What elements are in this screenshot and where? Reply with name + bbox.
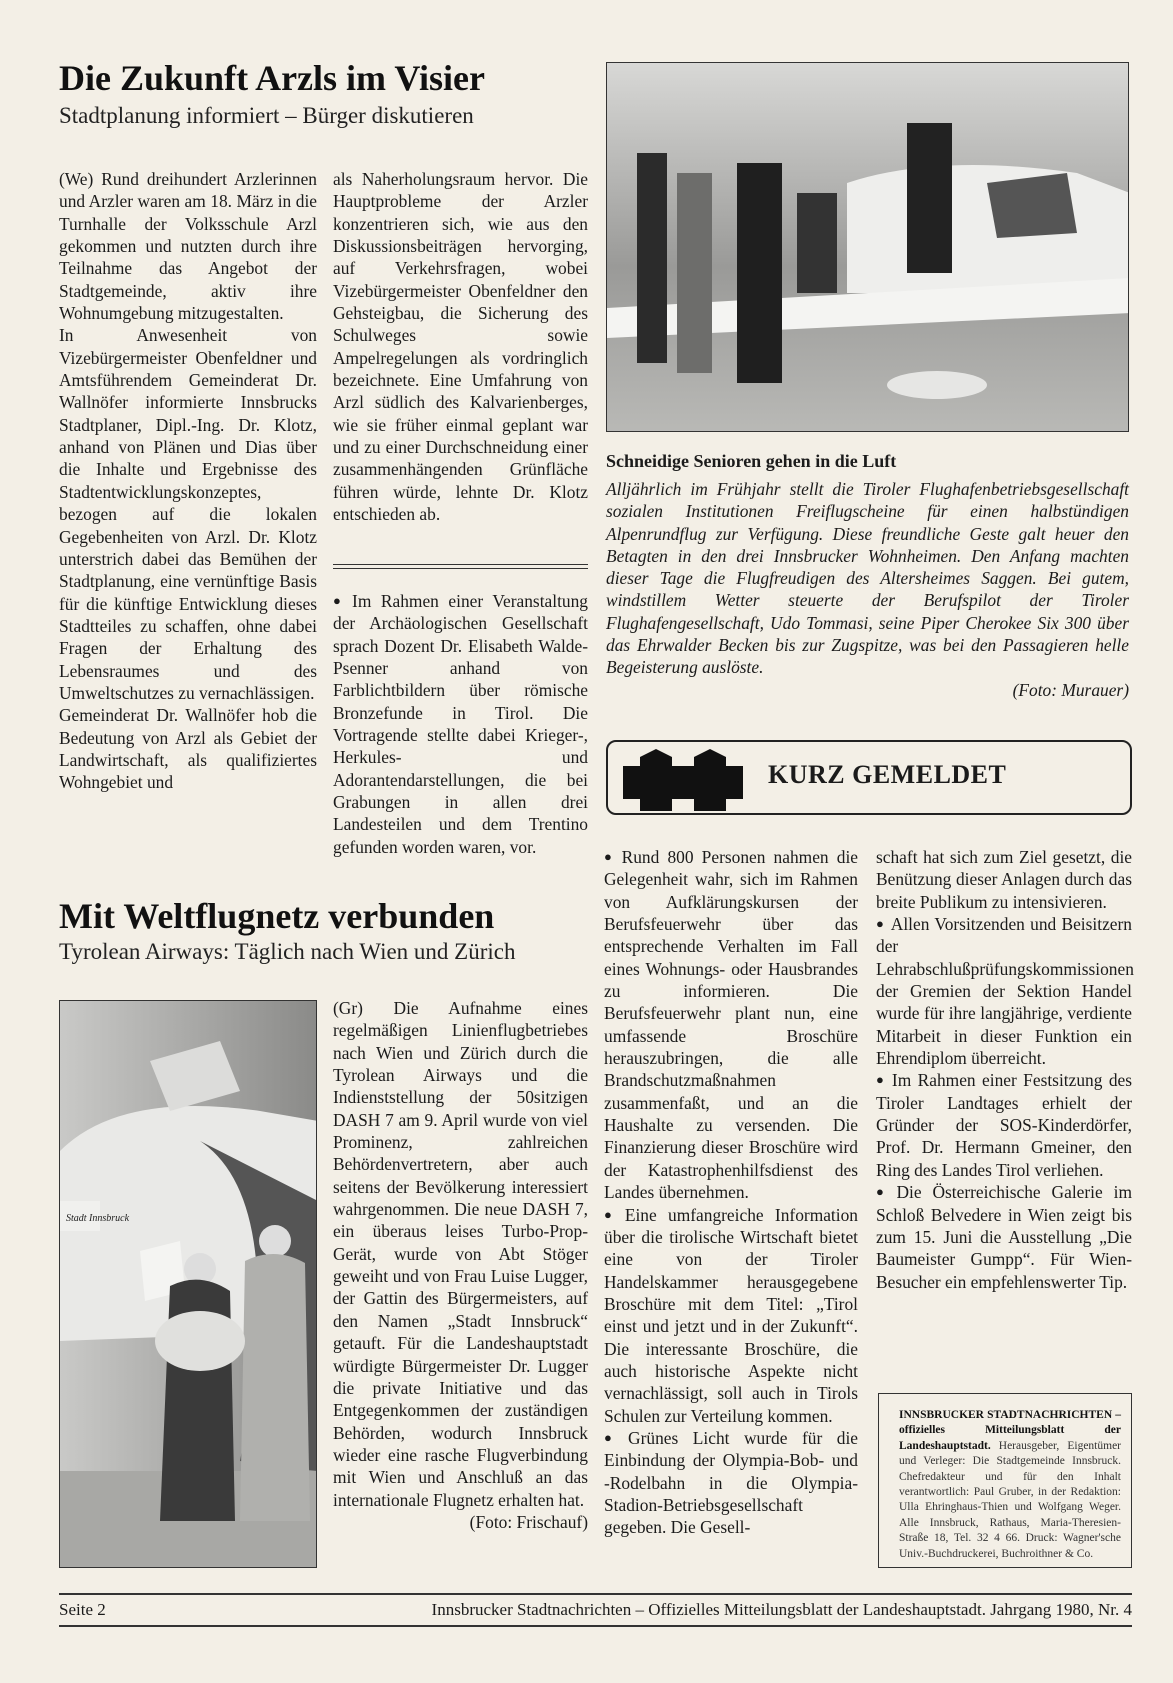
imprint-text: Herausgeber, Eigentümer und Verleger: Die Stadtgemeinde Innsbruck. Chefredakteur und für den Inhalt verantwortlich: Paul Gruber, in der Redaktion: Ulla Ehringhaus-Thien und Wolfgang Weger. Alle Innsbruck, Rathaus, Maria-Theresien-Straße 18, Tel. 32 4 66. Druck: Wagner'sche Univ.-Buchdruckerei, Buchroithner & Co. [899, 1439, 1121, 1560]
brief-item: ● Im Rahmen einer Festsitzung des Tiroler Landtages erhielt der Gründer der SOS-Kinderdörfer, Prof. Dr. Hermann Gmeiner, den Ring des Landes Tirol verliehen. [876, 1069, 1132, 1181]
footer-rule-bottom [59, 1625, 1132, 1627]
article-column-1 [59, 168, 317, 794]
kurz-column-2 [876, 846, 1132, 1293]
photo-sign-text: Stadt Innsbruck [66, 1213, 130, 1224]
publication-line: Innsbrucker Stadtnachrichten – Offizielles Mitteilungsblatt der Landeshauptstadt. Jahrgang 1980, Nr. 4 [431, 1600, 1132, 1619]
article2-column [333, 997, 588, 1533]
houses-logo-icon [623, 749, 743, 811]
paragraph: ● Im Rahmen einer Veranstaltung der Archäologischen Gesellschaft sprach Dozent Dr. Elisabeth Walde-Psenner anhand von Farblichtbildern über römische Bronzefunde in Tirol. Die Vortragende stellte dabei Krieger-, Herkules- und Adorantendarstellungen, die bei Grabungen in allen drei Landesteilen und dem Trentino gefunden worden waren, vor. [333, 590, 588, 858]
article-subtitle: Tyrolean Airways: Täglich nach Wien und Zürich [59, 939, 516, 964]
section-divider [333, 564, 588, 569]
airplane-seniors-photo [606, 62, 1129, 432]
paragraph: (We) Rund dreihundert Arzlerinnen und Arzler waren am 18. März in die Turnhalle der Volksschule Arzl gekommen und nutzten durch ihre Teilnahme das Angebot der Stadtgemeinde, aktiv ihre Wohnumgebung mitzugestalten. [59, 169, 317, 324]
brief-archaeology [333, 590, 588, 858]
brief-item: ● Eine umfangreiche Information über die tirolische Wirtschaft bietet eine von der Tiroler Handelskammer herausgegebene Broschüre mit dem Titel: „Tirol einst und jetzt und in der Zukunft“. Die interessante Broschüre, die auch historische Aspekte nicht vernachlässigt, soll auch in Tirols Schulen zur Verteilung kommen. [604, 1204, 858, 1427]
kurz-gemeldet-banner [606, 740, 1132, 815]
paragraph: Gemeinderat Dr. Wallnöfer hob die Bedeutung von Arzl als Gebiet der Landwirtschaft, als qualifiziertes Wohngebiet und [59, 705, 317, 793]
paragraph: (Gr) Die Aufnahme eines regelmäßigen Linienflugbetriebes nach Wien und Zürich durch die Tyrolean Airways und die Indienststellung der 50sitzigen DASH 7 am 9. April wurde von viel Prominenz, zahlreichen Behördenvertretern, aber auch seitens der Bevölkerung interessiert wahrgenommen. Die neue DASH 7, ein überaus leises Turbo-Prop-Gerät, wurde von Abt Stöger geweiht und von Frau Luise Lugger, der Gattin des Bürgermeisters, auf den Namen „Stadt Innsbruck“ getauft. Für die Landeshauptstadt würdigte Bürgermeister Dr. Lugger die private Initiative und das Entgegenkommen der zuständigen Behörden, wodurch Innsbruck wieder eine rasche Flugverbindung mit Wien und Anschluß an das internationale Flugnetz erhalten hat. [333, 998, 588, 1510]
caption-text: Alljährlich im Frühjahr stellt die Tiroler Flughafenbetriebsgesellschaft sozialen Institutionen Freiflugscheine für einen halbstündigen Alpenrundflug zur Verfügung. Diese freundliche Geste galt heuer den Betagten in den drei Innsbrucker Wohnheimen. Den Anfang machten dieser Tage die Flugfreudigen des Altersheimes Saggen. Bei gutem, windstillem Wetter steuerte der Berufspilot der Tiroler Flughafengesellschaft, Udo Tommasi, seine Piper Cherokee Six 300 über das Ehrwalder Becken bis zur Zugspitze, was bei den Passagieren helle Begeisterung auslöste. [606, 479, 1129, 678]
brief-item-continued: schaft hat sich zum Ziel gesetzt, die Benützung dieser Anlagen durch das breite Publikum zu intensivieren. [876, 847, 1132, 912]
brief-item: ● Rund 800 Personen nahmen die Gelegenheit wahr, sich im Rahmen von Aufklärungskursen der Berufsfeuerwehr über das entsprechende Verhalten im Fall eines Wohnungs- oder Hausbrandes zu informieren. Die Berufsfeuerwehr plant nun, eine umfassende Broschüre herauszubringen, die alle Brandschutzmaßnahmen zusammenfaßt, und an die Haushalte zu versenden. Die Finanzierung dieser Broschüre wird der Katastrophenhilfsdienst des Landes übernehmen. [604, 846, 858, 1204]
brief-item: ● Grünes Licht wurde für die Einbindung der Olympia-Bob- und -Rodelbahn in die Olympia-Stadion-Betriebsgesellschaft gegeben. Die Gesell- [604, 1427, 858, 1539]
photo-credit: (Foto: Frischauf) [469, 1511, 588, 1532]
article-subtitle: Stadtplanung informiert – Bürger diskutieren [59, 103, 474, 128]
article-title: Mit Weltflugnetz verbunden [59, 896, 495, 936]
kurz-column-1 [604, 846, 858, 1539]
article-column-2 [333, 168, 588, 526]
brief-item: ● Die Österreichische Galerie im Schloß Belvedere in Wien zeigt bis zum 15. Juni die Ausstellung „Die Baumeister Gumpp“. Für Wien-Besucher ein empfehlenswerter Tip. [876, 1181, 1132, 1293]
footer-rule-top [59, 1593, 1132, 1595]
imprint-title: INNSBRUCKER STADTNACHRICHTEN – offizielles Mitteilungsblatt der Landeshauptstadt. [899, 1409, 1121, 1452]
photo-caption-heading: Schneidige Senioren gehen in die Luft [606, 451, 897, 471]
photo-caption [606, 478, 1129, 701]
brief-item: ● Allen Vorsitzenden und Beisitzern der Lehrabschlußprüfungskommissionen der Gremien der Sektion Handel wurde für ihre langjährige, verdiente Mitarbeit in dieser Funktion ein Ehrendiplom überreicht. [876, 913, 1132, 1069]
page-number: Seite 2 [59, 1600, 106, 1619]
photo-credit: (Foto: Murauer) [1012, 679, 1129, 700]
paragraph: als Naherholungsraum hervor. Die Hauptprobleme der Arzler konzentrieren sich, wie aus den Diskussionsbeiträgen hervorging, auf Verkehrsfragen, wobei Vizebürgermeister Obenfeldner den Gehsteigbau, die Sicherung des Schulweges sowie Ampelregelungen als vordringlich bezeichnete. Eine Umfahrung von Arzl südlich des Kalvarienberges, wie sie früher einmal geplant war und zu einer Durchschneidung einer zusammenhängenden Grünfläche führen würde, lehnte Dr. Klotz entschieden ab. [333, 169, 588, 525]
article-title: Die Zukunft Arzls im Visier [59, 58, 486, 98]
imprint-box [878, 1393, 1132, 1568]
paragraph: In Anwesenheit von Vizebürgermeister Obenfeldner und Amtsführendem Gemeinderat Dr. Wallnöfer informierte Innsbrucks Stadtplaner, Dipl.-Ing. Dr. Klotz, anhand von Plänen und Dias über die Inhalte und Ergebnisse des Stadtentwicklungskonzeptes, bezogen auf die lokalen Gegebenheiten von Arzl. Dr. Klotz unterstrich dabei das Bemühen der Stadtplanung, eine vernünftige Basis für die künftige Entwicklung dieses Stadtteiles zu schaffen, ohne dabei Fragen der Erhaltung des Lebensraumes und des Umweltschutzes zu vernachlässigen. [59, 325, 317, 703]
kurz-gemeldet-heading: KURZ GEMELDET [768, 760, 1007, 789]
dash7-photo [59, 1000, 317, 1568]
